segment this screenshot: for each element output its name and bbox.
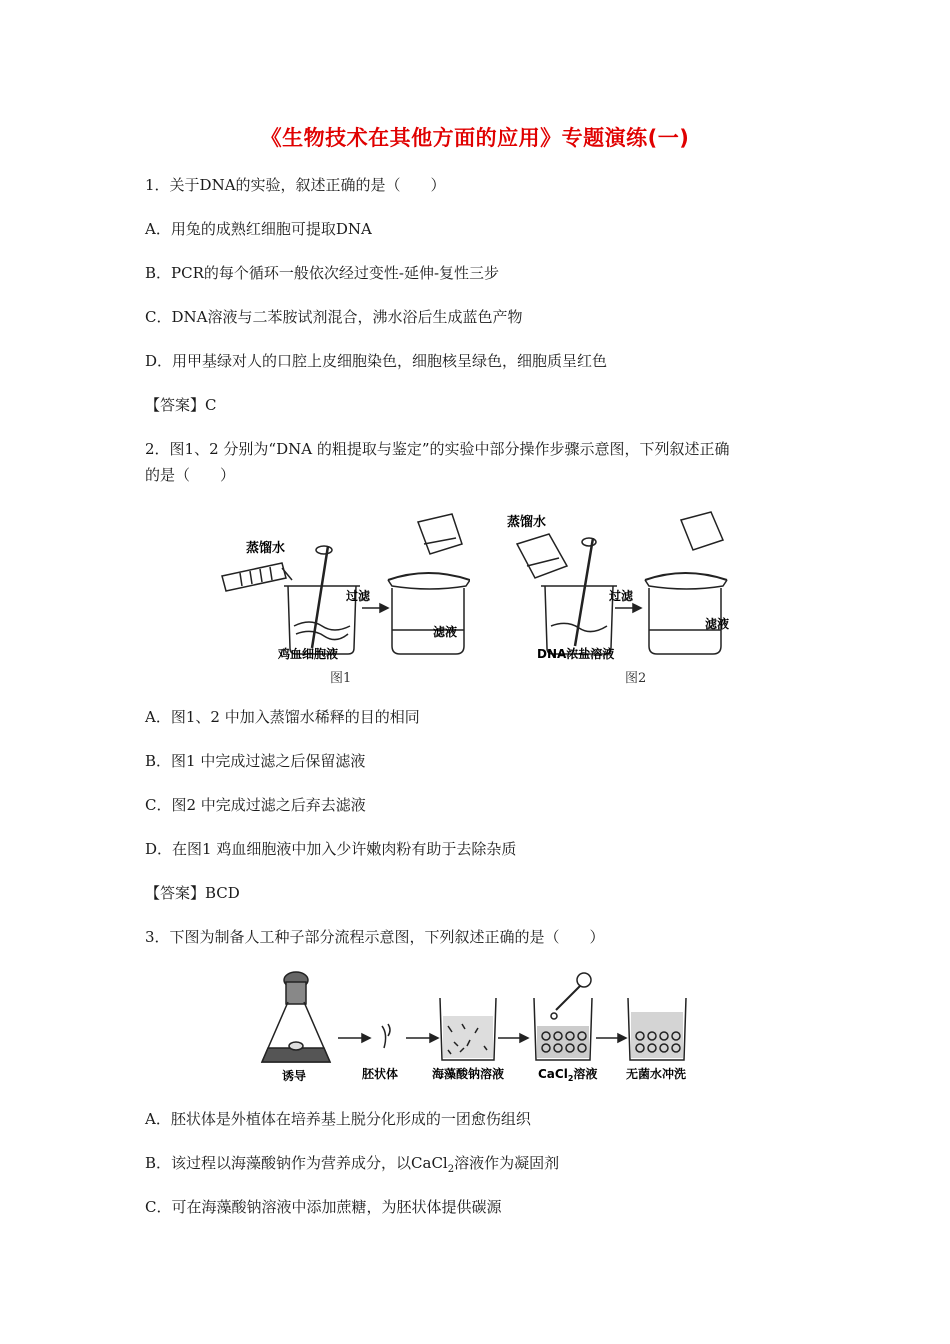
fig2-caption: 图2 <box>625 671 647 686</box>
q2-option-d: D．在图1 鸡血细胞液中加入少许嫩肉粉有助于去除杂质 <box>145 840 517 858</box>
q2-option-a: A．图1、2 中加入蒸馏水稀释的目的相同 <box>145 708 420 726</box>
page-title: 《生物技术在其他方面的应用》专题演练(一) <box>260 126 690 150</box>
figure-3-diagram <box>258 966 698 1084</box>
fig1-pour-beaker-icon <box>410 510 470 560</box>
fig3-label-induce: 诱导 <box>282 1069 307 1083</box>
q2-option-b: B．图1 中完成过滤之后保留滤液 <box>145 752 366 770</box>
fig1-liquid-label: 鸡血细胞液 <box>278 647 339 661</box>
q1-option-b: B．PCR的每个循环一般依次经过变性-延伸-复性三步 <box>145 264 500 282</box>
q2-answer: 【答案】BCD <box>145 884 240 902</box>
fig1-water-label: 蒸馏水 <box>246 541 286 556</box>
q1-answer: 【答案】C <box>145 396 217 414</box>
fig1-filtrate-label: 滤液 <box>433 625 458 639</box>
q2-stem-line1: 2．图1、2 分别为“DNA 的粗提取与鉴定”的实验中部分操作步骤示意图，下列叙述正确 <box>145 440 730 458</box>
fig3-label-embryoid: 胚状体 <box>362 1067 399 1081</box>
fig2-liquid-label: DNA浓盐溶液 <box>537 647 615 661</box>
q1-stem: 1．关于DNA的实验，叙述正确的是（ ） <box>145 176 446 194</box>
q3-option-a: A．胚状体是外植体在培养基上脱分化形成的一团愈伤组织 <box>145 1110 531 1128</box>
fig3-label-rinse: 无菌水冲洗 <box>626 1067 687 1081</box>
q2-option-c: C．图2 中完成过滤之后弃去滤液 <box>145 796 366 814</box>
q3-option-c: C．可在海藻酸钠溶液中添加蔗糖，为胚状体提供碳源 <box>145 1198 502 1216</box>
fig1-filter-label: 过滤 <box>346 589 371 603</box>
fig3-label-alginate: 海藻酸钠溶液 <box>432 1067 505 1081</box>
q3-stem: 3．下图为制备人工种子部分流程示意图，下列叙述正确的是（ ） <box>145 928 605 946</box>
fig2-water-label: 蒸馏水 <box>507 515 547 530</box>
figure-2-diagram <box>505 508 745 663</box>
fig3-label-cacl: CaCl$_2$溶液 <box>538 1067 598 1083</box>
fig2-filtrate-label: 滤液 <box>705 617 730 631</box>
fig2-filter-label: 过滤 <box>609 589 634 603</box>
fig1-caption: 图1 <box>330 671 352 686</box>
q1-option-c: C．DNA溶液与二苯胺试剂混合，沸水浴后生成蓝色产物 <box>145 308 523 326</box>
q1-option-d: D．用甲基绿对人的口腔上皮细胞染色，细胞核呈绿色，细胞质呈红色 <box>145 352 608 370</box>
q1-option-a: A．用兔的成熟红细胞可提取DNA <box>145 220 372 238</box>
q2-stem-line2: 的是（ ） <box>145 466 236 484</box>
q3-option-b: B．该过程以海藻酸钠作为营养成分，以CaCl$_2$溶液作为凝固剂 <box>145 1154 560 1175</box>
